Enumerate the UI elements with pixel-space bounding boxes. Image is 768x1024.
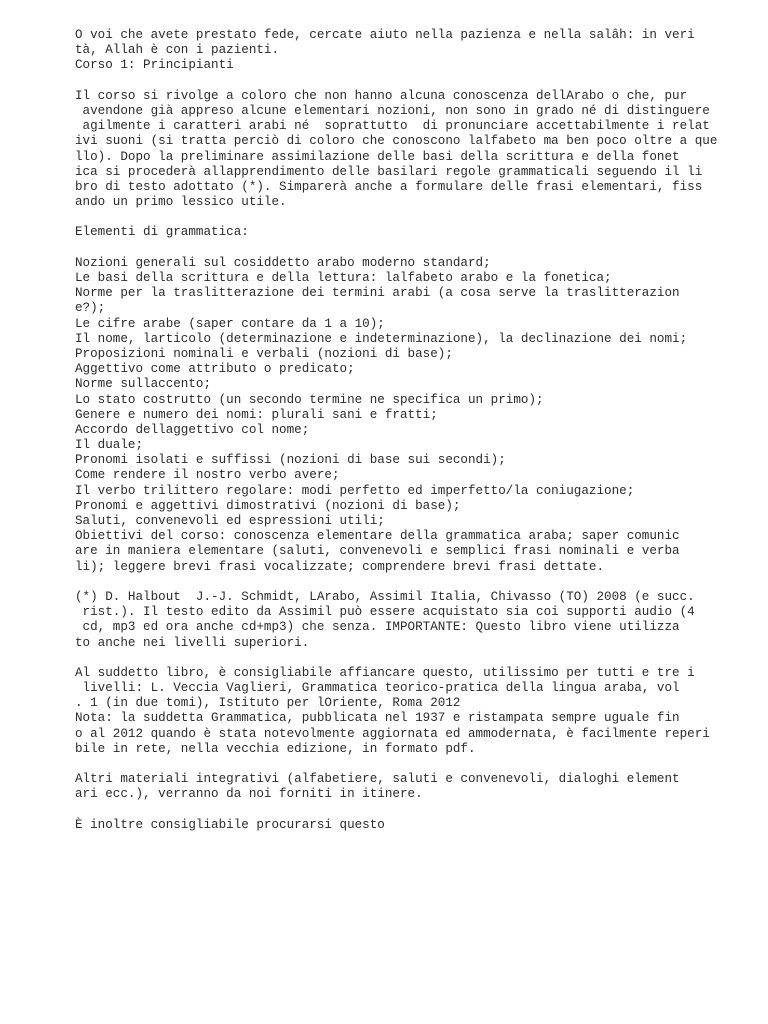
text-line: are in maniera elementare (saluti, convenevoli e semplici frasi nominali e verba (75, 544, 680, 559)
text-line: o al 2012 quando è stata notevolmente aggiornata ed ammodernata, è facilmente reperi (75, 726, 710, 741)
text-line: li); leggere brevi frasi vocalizzate; comprendere brevi frasi dettate. (75, 559, 605, 574)
text-line: bro di testo adottato (*). Simparerà anche a formulare delle frasi elementari, fiss (75, 179, 703, 194)
text-line: Le cifre arabe (saper contare da 1 a 10); (75, 316, 385, 331)
text-line: ando un primo lessico utile. (75, 195, 287, 210)
text-line: e?); (75, 301, 106, 316)
text-line: Norme sullaccento; (75, 377, 212, 392)
text-line: Al suddetto libro, è consigliabile affiancare questo, utilissimo per tutti e tre i (75, 665, 695, 680)
text-line: Il nome, larticolo (determinazione e indeterminazione), la declinazione dei nomi; (75, 331, 688, 346)
text-line: Come rendere il nostro verbo avere; (75, 468, 340, 483)
text-line: Obiettivi del corso: conoscenza elementare della grammatica araba; saper comunic (75, 529, 680, 544)
text-line: Nozioni generali sul cosiddetto arabo moderno standard; (75, 255, 491, 270)
paragraph (75, 28, 747, 74)
text-line: tà, Allah è con i pazienti. (75, 43, 280, 58)
text-line: Genere e numero dei nomi: plurali sani e fratti; (75, 407, 438, 422)
text-line: ica si procederà allapprendimento delle basilari regole grammaticali seguendo il li (75, 164, 703, 179)
paragraph (75, 590, 747, 651)
text-line: agilmente i caratteri arabi né soprattutto di pronunciare accettabilmente i relat (75, 119, 710, 134)
text-line: Pronomi e aggettivi dimostrativi (nozioni di base); (75, 498, 461, 513)
text-line: Altri materiali integrativi (alfabetiere, saluti e convenevoli, dialoghi element (75, 772, 680, 787)
document-body (75, 28, 747, 848)
text-line: llo). Dopo la preliminare assimilazione delle basi della scrittura e della fonet (75, 149, 680, 164)
text-line: Aggettivo come attributo o predicato; (75, 362, 355, 377)
text-line: ari ecc.), verranno da noi forniti in itinere. (75, 787, 423, 802)
text-line: Il verbo trilittero regolare: modi perfetto ed imperfetto/la coniugazione; (75, 483, 635, 498)
text-line: Elementi di grammatica: (75, 225, 249, 240)
text-line: O voi che avete prestato fede, cercate aiuto nella pazienza e nella salâh: in veri (75, 28, 695, 42)
text-line: Lo stato costrutto (un secondo termine ne specifica un primo); (75, 392, 544, 407)
text-line: . 1 (in due tomi), Istituto per lOriente, Roma 2012 (75, 696, 461, 711)
text-line: bile in rete, nella vecchia edizione, in formato pdf. (75, 741, 476, 756)
text-line: Nota: la suddetta Grammatica, pubblicata nel 1937 e ristampata sempre uguale fin (75, 711, 680, 726)
paragraph (75, 256, 747, 575)
paragraph (75, 818, 747, 833)
text-line: avendone già appreso alcune elementari nozioni, non sono in grado né di distinguere (75, 103, 710, 118)
text-line: Saluti, convenevoli ed espressioni utili; (75, 514, 385, 528)
text-line: Norme per la traslitterazione dei termini arabi (a cosa serve la traslitterazion (75, 286, 680, 301)
text-line: (*) D. Halbout J.-J. Schmidt, LArabo, Assimil Italia, Chivasso (TO) 2008 (e succ. (75, 589, 695, 604)
paragraph (75, 225, 747, 240)
text-line: Pronomi isolati e suffissi (nozioni di base sui secondi); (75, 453, 506, 468)
text-line: to anche nei livelli superiori. (75, 635, 310, 650)
text-line: rist.). Il testo edito da Assimil può essere acquistato sia coi supporti audio (4 (75, 605, 695, 620)
text-line: È inoltre consigliabile procurarsi questo (75, 817, 385, 832)
paragraph (75, 666, 747, 757)
text-line: Le basi della scrittura e della lettura: lalfabeto arabo e la fonetica; (75, 271, 612, 285)
paragraph (75, 772, 747, 802)
text-line: Proposizioni nominali e verbali (nozioni di base); (75, 346, 453, 361)
text-line: Accordo dellaggettivo col nome; (75, 422, 310, 437)
text-line: Corso 1: Principianti (75, 58, 234, 73)
text-line: cd, mp3 ed ora anche cd+mp3) che senza. IMPORTANTE: Questo libro viene utilizza (75, 620, 680, 635)
text-line: Il corso si rivolge a coloro che non hanno alcuna conoscenza dellArabo o che, pur (75, 88, 688, 103)
text-line: ivi suoni (si tratta perciò di coloro che conoscono lalfabeto ma ben poco oltre a que (75, 134, 718, 149)
text-line: Il duale; (75, 438, 144, 453)
paragraph (75, 89, 747, 211)
text-line: livelli: L. Veccia Vaglieri, Grammatica teorico-pratica della lingua araba, vol (75, 681, 680, 696)
